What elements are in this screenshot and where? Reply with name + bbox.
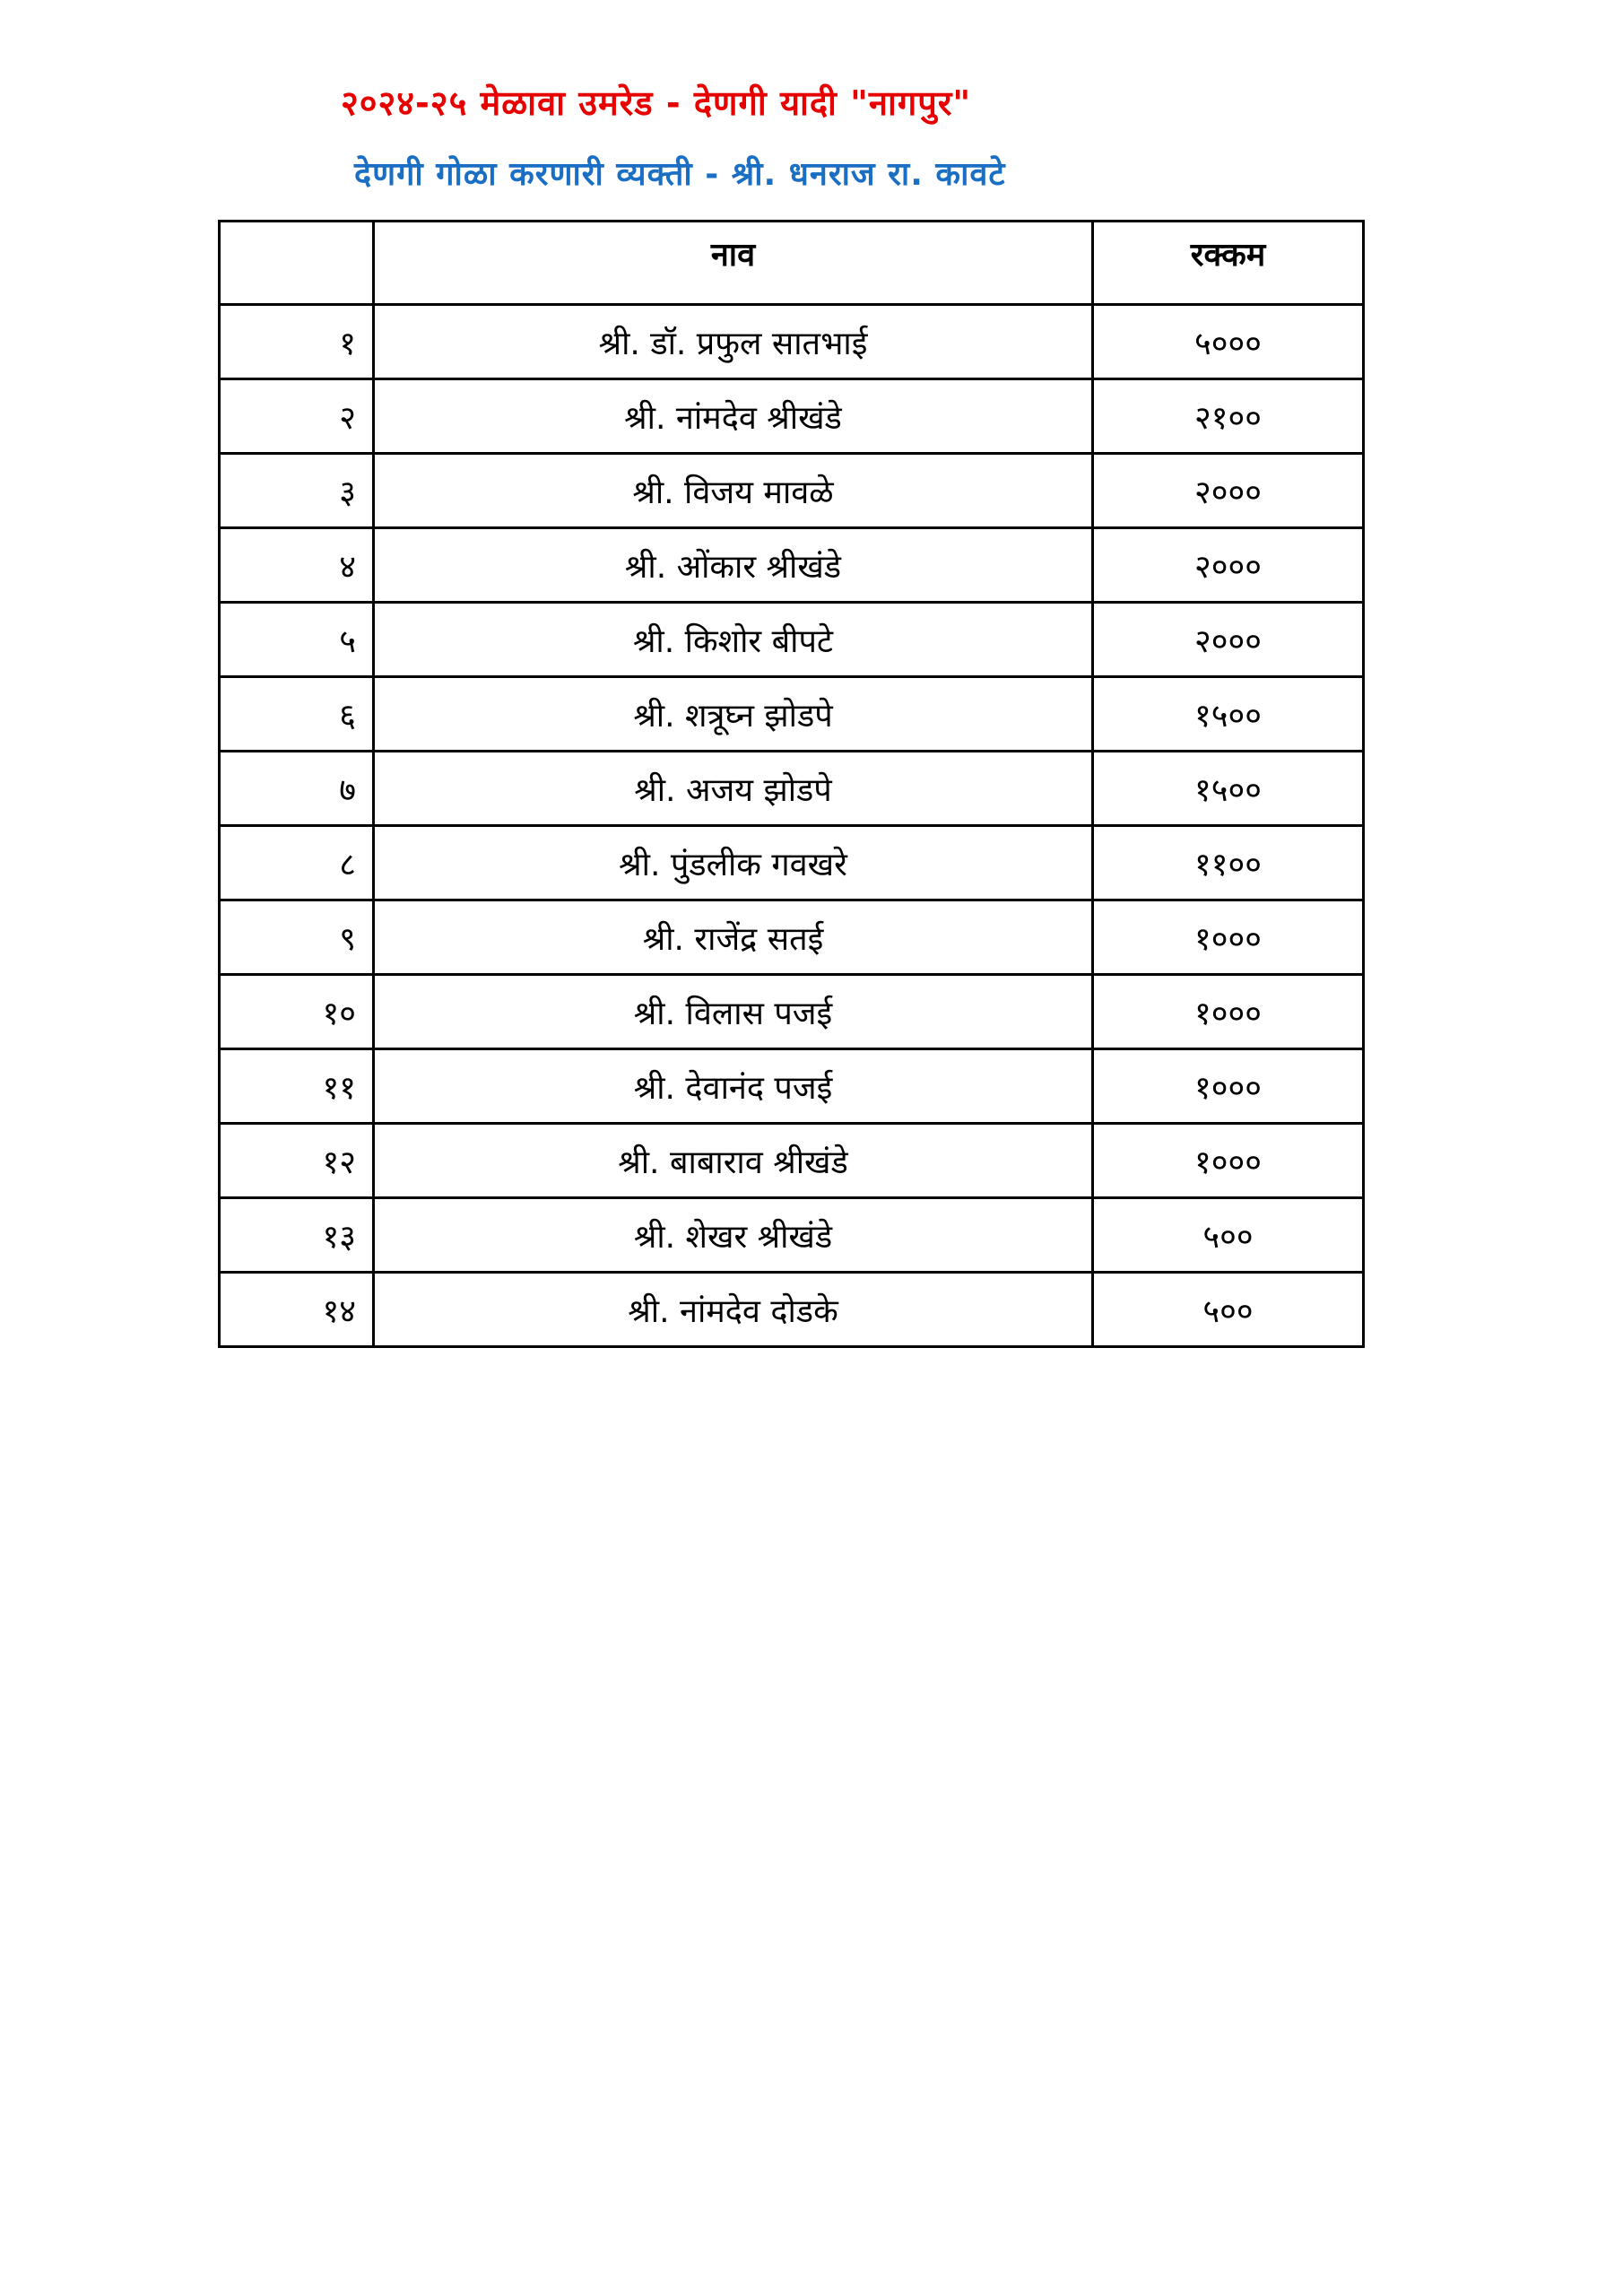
table-row xyxy=(220,975,1364,1049)
row-number: ६ xyxy=(220,677,374,752)
table-header-row xyxy=(220,222,1364,305)
row-number: १३ xyxy=(220,1198,374,1273)
donor-name: श्री. ओंकार श्रीखंडे xyxy=(374,528,1093,603)
page-title: २०२४-२५ मेळावा उमरेड - देणगी यादी "नागपुर" xyxy=(341,83,972,123)
table-row xyxy=(220,826,1364,900)
row-number: २ xyxy=(220,379,374,454)
donor-name: श्री. नांमदेव दोडके xyxy=(374,1273,1093,1347)
row-number: १२ xyxy=(220,1124,374,1198)
table-row xyxy=(220,900,1364,975)
row-number: ११ xyxy=(220,1049,374,1124)
row-number: ५ xyxy=(220,603,374,677)
collector-subtitle: देणगी गोळा करणारी व्यक्ती - श्री. धनराज रा. कावटे xyxy=(354,156,1006,193)
row-number: १४ xyxy=(220,1273,374,1347)
donor-name: श्री. विलास पजई xyxy=(374,975,1093,1049)
donation-amount: १००० xyxy=(1093,1124,1364,1198)
donation-amount: २१०० xyxy=(1093,379,1364,454)
donation-amount: १५०० xyxy=(1093,752,1364,826)
donor-name: श्री. देवानंद पजई xyxy=(374,1049,1093,1124)
table-body xyxy=(220,305,1364,1347)
donation-amount: १००० xyxy=(1093,975,1364,1049)
table-row xyxy=(220,1198,1364,1273)
table-row xyxy=(220,528,1364,603)
column-header-number xyxy=(220,222,374,305)
donation-amount: ११०० xyxy=(1093,826,1364,900)
donor-name: श्री. डॉ. प्रफुल सातभाई xyxy=(374,305,1093,379)
donation-amount: १००० xyxy=(1093,900,1364,975)
donation-amount: २००० xyxy=(1093,603,1364,677)
table-row xyxy=(220,305,1364,379)
row-number: ३ xyxy=(220,454,374,528)
donation-amount: १००० xyxy=(1093,1049,1364,1124)
donor-name: श्री. पुंडलीक गवखरे xyxy=(374,826,1093,900)
donor-name: श्री. विजय मावळे xyxy=(374,454,1093,528)
donor-name: श्री. अजय झोडपे xyxy=(374,752,1093,826)
row-number: ८ xyxy=(220,826,374,900)
donation-amount: १५०० xyxy=(1093,677,1364,752)
table-row xyxy=(220,1273,1364,1347)
table-row xyxy=(220,752,1364,826)
donor-name: श्री. नांमदेव श्रीखंडे xyxy=(374,379,1093,454)
column-header-name: नाव xyxy=(374,222,1093,305)
row-number: १ xyxy=(220,305,374,379)
donation-table xyxy=(218,220,1365,1348)
table-row xyxy=(220,1049,1364,1124)
table-row xyxy=(220,603,1364,677)
column-header-amount: रक्कम xyxy=(1093,222,1364,305)
table-row xyxy=(220,1124,1364,1198)
row-number: १० xyxy=(220,975,374,1049)
row-number: ९ xyxy=(220,900,374,975)
table-row xyxy=(220,379,1364,454)
donor-name: श्री. राजेंद्र सतई xyxy=(374,900,1093,975)
donation-amount: ५०० xyxy=(1093,1273,1364,1347)
donation-amount: २००० xyxy=(1093,528,1364,603)
table-row xyxy=(220,677,1364,752)
donor-name: श्री. बाबाराव श्रीखंडे xyxy=(374,1124,1093,1198)
donation-amount: ५०० xyxy=(1093,1198,1364,1273)
donation-amount: २००० xyxy=(1093,454,1364,528)
table-row xyxy=(220,454,1364,528)
donor-name: श्री. किशोर बीपटे xyxy=(374,603,1093,677)
row-number: ४ xyxy=(220,528,374,603)
donor-name: श्री. शेखर श्रीखंडे xyxy=(374,1198,1093,1273)
donor-name: श्री. शत्रूघ्न झोडपे xyxy=(374,677,1093,752)
donation-amount: ५००० xyxy=(1093,305,1364,379)
row-number: ७ xyxy=(220,752,374,826)
